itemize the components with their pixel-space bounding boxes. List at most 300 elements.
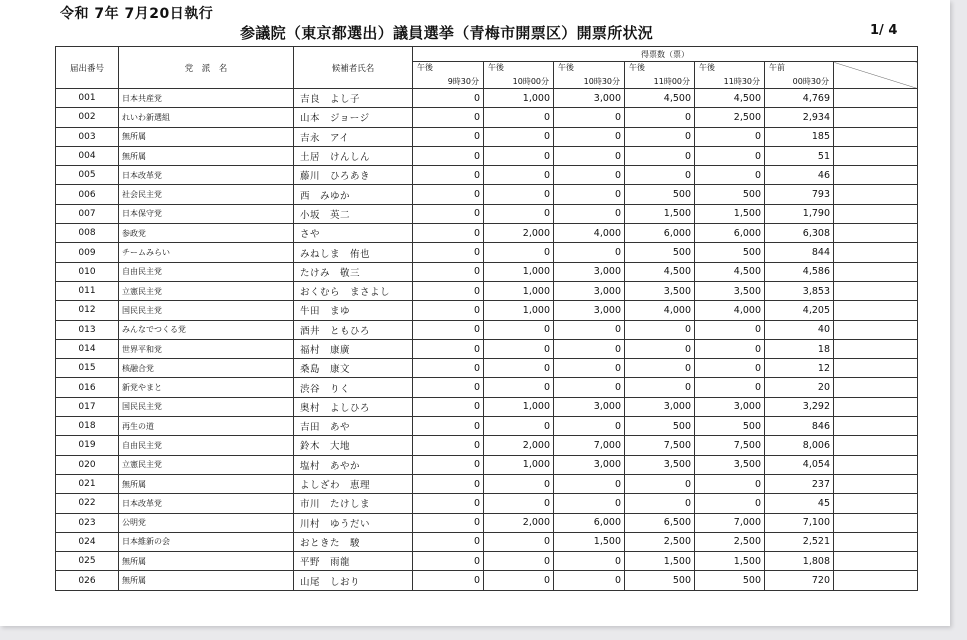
vote-count: 0	[413, 204, 484, 223]
candidate-name: 鈴木 大地	[294, 436, 413, 455]
vote-count: 7,500	[625, 436, 695, 455]
vote-count: 0	[554, 204, 625, 223]
vote-count: 7,000	[554, 436, 625, 455]
page-number: 1/ 4	[870, 23, 898, 38]
blank-cell	[834, 494, 918, 513]
party-name: 日本改革党	[119, 494, 294, 513]
document-title: 参議院（東京都選出）議員選挙（青梅市開票区）開票所状況	[240, 24, 654, 42]
filing-number: 024	[56, 532, 119, 551]
vote-count: 1,000	[484, 397, 554, 416]
vote-count: 3,853	[765, 281, 834, 300]
filing-number: 016	[56, 378, 119, 397]
table-row	[56, 339, 918, 358]
vote-count: 4,000	[695, 301, 765, 320]
time-header	[695, 62, 765, 89]
table-row	[56, 146, 918, 165]
party-name: 新党やまと	[119, 378, 294, 397]
vote-count: 185	[765, 127, 834, 146]
table-row	[56, 397, 918, 416]
vote-count: 0	[484, 571, 554, 590]
vote-count: 0	[413, 378, 484, 397]
filing-number: 010	[56, 262, 119, 281]
table-row	[56, 455, 918, 474]
party-name: 再生の道	[119, 417, 294, 436]
party-name: 日本改革党	[119, 166, 294, 185]
vote-count: 3,000	[695, 397, 765, 416]
table-row	[56, 108, 918, 127]
candidate-name: 川村 ゆうだい	[294, 513, 413, 532]
vote-count: 6,000	[695, 224, 765, 243]
vote-count: 2,500	[695, 532, 765, 551]
vote-count: 0	[695, 474, 765, 493]
vote-count: 0	[413, 571, 484, 590]
candidate-name: 平野 雨龍	[294, 552, 413, 571]
vote-count: 0	[484, 532, 554, 551]
vote-count: 0	[625, 339, 695, 358]
vote-count: 0	[695, 127, 765, 146]
vote-count: 0	[695, 320, 765, 339]
filing-number: 020	[56, 455, 119, 474]
blank-cell	[834, 417, 918, 436]
vote-count: 0	[484, 243, 554, 262]
vote-count: 0	[413, 185, 484, 204]
vote-count: 0	[554, 185, 625, 204]
vote-count: 500	[625, 571, 695, 590]
party-name: 国民民主党	[119, 397, 294, 416]
time-ampm: 午後	[699, 63, 715, 72]
vote-count: 0	[413, 224, 484, 243]
blank-cell	[834, 513, 918, 532]
party-name: 無所属	[119, 474, 294, 493]
time-value: 00時30分	[792, 77, 829, 86]
blank-cell	[834, 108, 918, 127]
vote-count: 0	[484, 108, 554, 127]
vote-count: 0	[625, 378, 695, 397]
filing-number: 019	[56, 436, 119, 455]
party-name: 社会民主党	[119, 185, 294, 204]
blank-cell	[834, 89, 918, 108]
filing-number: 026	[56, 571, 119, 590]
vote-count: 0	[695, 359, 765, 378]
time-header	[484, 62, 554, 89]
table-row	[56, 185, 918, 204]
vote-count: 4,000	[625, 301, 695, 320]
vote-count: 0	[413, 359, 484, 378]
vote-count: 0	[484, 494, 554, 513]
party-name: れいわ新選組	[119, 108, 294, 127]
filing-number: 001	[56, 89, 119, 108]
table-row	[56, 359, 918, 378]
vote-count: 7,100	[765, 513, 834, 532]
vote-count: 0	[625, 108, 695, 127]
candidate-name: 土居 けんしん	[294, 146, 413, 165]
table-row	[56, 571, 918, 590]
party-name: 立憲民主党	[119, 281, 294, 300]
filing-number: 025	[56, 552, 119, 571]
filing-number: 023	[56, 513, 119, 532]
table-row	[56, 127, 918, 146]
table-row	[56, 320, 918, 339]
vote-count: 1,500	[695, 204, 765, 223]
vote-count: 0	[484, 127, 554, 146]
vote-count: 0	[484, 474, 554, 493]
vote-count: 3,000	[554, 301, 625, 320]
blank-cell	[834, 262, 918, 281]
vote-count: 4,500	[695, 262, 765, 281]
vote-count: 1,000	[484, 89, 554, 108]
party-name: 日本保守党	[119, 204, 294, 223]
vote-count: 0	[413, 417, 484, 436]
party-name: みんなでつくる党	[119, 320, 294, 339]
time-value: 9時30分	[447, 77, 479, 86]
time-value: 11時30分	[723, 77, 760, 86]
time-value: 11時00分	[653, 77, 690, 86]
vote-count: 2,934	[765, 108, 834, 127]
vote-count: 2,500	[625, 532, 695, 551]
blank-cell	[834, 166, 918, 185]
vote-count: 0	[625, 320, 695, 339]
vote-count: 0	[695, 146, 765, 165]
party-name: 自由民主党	[119, 262, 294, 281]
vote-count: 8,006	[765, 436, 834, 455]
vote-count: 846	[765, 417, 834, 436]
vote-count: 20	[765, 378, 834, 397]
vote-count: 0	[554, 108, 625, 127]
party-name: 日本共産党	[119, 89, 294, 108]
table-row	[56, 262, 918, 281]
vote-count: 1,808	[765, 552, 834, 571]
table-row	[56, 494, 918, 513]
table-row	[56, 552, 918, 571]
vote-count: 500	[695, 185, 765, 204]
blank-cell	[834, 146, 918, 165]
vote-count: 3,000	[554, 89, 625, 108]
vote-count: 0	[554, 339, 625, 358]
vote-count: 0	[413, 455, 484, 474]
party-name: 自由民主党	[119, 436, 294, 455]
vote-count: 2,500	[695, 108, 765, 127]
vote-count-table	[55, 46, 918, 591]
vote-count: 2,000	[484, 513, 554, 532]
filing-number: 022	[56, 494, 119, 513]
vote-count: 0	[413, 127, 484, 146]
vote-count: 0	[625, 359, 695, 378]
candidate-name: 山尾 しおり	[294, 571, 413, 590]
candidate-name: 小坂 英二	[294, 204, 413, 223]
time-header	[765, 62, 834, 89]
vote-count: 500	[695, 571, 765, 590]
filing-number: 014	[56, 339, 119, 358]
vote-count: 0	[413, 339, 484, 358]
vote-count: 0	[484, 146, 554, 165]
party-name: 公明党	[119, 513, 294, 532]
vote-count: 500	[695, 417, 765, 436]
blank-cell	[834, 455, 918, 474]
vote-count: 0	[625, 474, 695, 493]
time-value: 10時30分	[583, 77, 620, 86]
vote-count: 500	[625, 185, 695, 204]
vote-count: 6,500	[625, 513, 695, 532]
vote-count: 0	[413, 474, 484, 493]
vote-count: 0	[695, 339, 765, 358]
candidate-name: 吉良 よし子	[294, 89, 413, 108]
vote-count: 0	[484, 204, 554, 223]
vote-count: 0	[484, 320, 554, 339]
party-name: チームみらい	[119, 243, 294, 262]
table-row	[56, 436, 918, 455]
table-row	[56, 204, 918, 223]
vote-count: 0	[413, 513, 484, 532]
vote-count: 0	[554, 359, 625, 378]
vote-count: 500	[625, 417, 695, 436]
vote-count: 3,000	[554, 281, 625, 300]
party-name: 国民民主党	[119, 301, 294, 320]
candidate-name: 桑島 康文	[294, 359, 413, 378]
candidate-name: おときた 駿	[294, 532, 413, 551]
vote-count: 0	[554, 166, 625, 185]
vote-count: 1,000	[484, 281, 554, 300]
vote-count: 3,500	[695, 281, 765, 300]
vote-count: 7,500	[695, 436, 765, 455]
party-name: 日本維新の会	[119, 532, 294, 551]
time-value: 10時00分	[512, 77, 549, 86]
blank-cell	[834, 301, 918, 320]
party-name: 無所属	[119, 571, 294, 590]
vote-count: 0	[695, 494, 765, 513]
header-party: 党 派 名	[119, 47, 294, 89]
filing-number: 004	[56, 146, 119, 165]
vote-count: 0	[554, 474, 625, 493]
blank-cell	[834, 532, 918, 551]
party-name: 核融合党	[119, 359, 294, 378]
vote-count: 720	[765, 571, 834, 590]
time-header	[554, 62, 625, 89]
header-votes: 得票数（票）	[413, 47, 918, 62]
candidate-name: さや	[294, 224, 413, 243]
blank-cell	[834, 243, 918, 262]
filing-number: 012	[56, 301, 119, 320]
vote-count: 0	[484, 552, 554, 571]
blank-cell	[834, 359, 918, 378]
blank-cell	[834, 397, 918, 416]
header-candidate: 候補者氏名	[294, 47, 413, 89]
time-ampm: 午後	[629, 63, 645, 72]
vote-count: 0	[413, 436, 484, 455]
vote-count: 4,205	[765, 301, 834, 320]
vote-count: 1,000	[484, 301, 554, 320]
vote-count: 0	[413, 494, 484, 513]
vote-count: 0	[484, 378, 554, 397]
vote-count: 18	[765, 339, 834, 358]
filing-number: 009	[56, 243, 119, 262]
vote-count: 0	[484, 359, 554, 378]
vote-count: 0	[413, 243, 484, 262]
blank-cell	[834, 185, 918, 204]
vote-count: 4,586	[765, 262, 834, 281]
candidate-name: みねしま 侑也	[294, 243, 413, 262]
table-row	[56, 243, 918, 262]
vote-count: 1,500	[625, 552, 695, 571]
candidate-name: 塩村 あやか	[294, 455, 413, 474]
candidate-name: 藤川 ひろあき	[294, 166, 413, 185]
vote-count: 1,000	[484, 455, 554, 474]
candidate-name: 奥村 よしひろ	[294, 397, 413, 416]
vote-count: 0	[625, 146, 695, 165]
vote-count: 1,790	[765, 204, 834, 223]
header-number: 届出番号	[56, 47, 119, 89]
blank-cell	[834, 281, 918, 300]
candidate-name: 福村 康廣	[294, 339, 413, 358]
filing-number: 018	[56, 417, 119, 436]
vote-count: 0	[625, 127, 695, 146]
vote-count: 0	[413, 146, 484, 165]
party-name: 無所属	[119, 552, 294, 571]
vote-count: 1,500	[695, 552, 765, 571]
vote-count: 0	[413, 320, 484, 339]
table-row	[56, 532, 918, 551]
party-name: 立憲民主党	[119, 455, 294, 474]
vote-count: 2,521	[765, 532, 834, 551]
blank-cell	[834, 474, 918, 493]
vote-count: 4,769	[765, 89, 834, 108]
candidate-name: 牛田 まゆ	[294, 301, 413, 320]
party-name: 参政党	[119, 224, 294, 243]
vote-count: 4,500	[625, 89, 695, 108]
time-ampm: 午後	[488, 63, 504, 72]
time-header	[413, 62, 484, 89]
vote-count: 0	[554, 552, 625, 571]
tally-body	[56, 89, 918, 591]
candidate-name: 酒井 ともひろ	[294, 320, 413, 339]
vote-count: 0	[413, 552, 484, 571]
vote-count: 0	[413, 281, 484, 300]
table-row	[56, 166, 918, 185]
vote-count: 51	[765, 146, 834, 165]
vote-count: 0	[413, 532, 484, 551]
filing-number: 002	[56, 108, 119, 127]
vote-count: 4,000	[554, 224, 625, 243]
vote-count: 6,308	[765, 224, 834, 243]
vote-count: 4,500	[625, 262, 695, 281]
vote-count: 3,000	[554, 262, 625, 281]
candidate-name: 西 みゆか	[294, 185, 413, 204]
filing-number: 011	[56, 281, 119, 300]
filing-number: 006	[56, 185, 119, 204]
vote-count: 0	[413, 166, 484, 185]
vote-count: 0	[554, 378, 625, 397]
candidate-name: 山本 ジョージ	[294, 108, 413, 127]
candidate-name: 吉永 アイ	[294, 127, 413, 146]
vote-count: 12	[765, 359, 834, 378]
party-name: 無所属	[119, 127, 294, 146]
table-row	[56, 224, 918, 243]
party-name: 無所属	[119, 146, 294, 165]
blank-cell	[834, 320, 918, 339]
blank-header-cell	[834, 62, 918, 89]
vote-count: 0	[554, 320, 625, 339]
election-date: 令和 7年 7月20日執行	[60, 6, 214, 22]
filing-number: 008	[56, 224, 119, 243]
vote-count: 4,054	[765, 455, 834, 474]
vote-count: 0	[554, 571, 625, 590]
filing-number: 021	[56, 474, 119, 493]
filing-number: 003	[56, 127, 119, 146]
vote-count: 1,500	[625, 204, 695, 223]
candidate-name: たけみ 敬三	[294, 262, 413, 281]
filing-number: 007	[56, 204, 119, 223]
vote-count: 0	[625, 166, 695, 185]
vote-count: 3,292	[765, 397, 834, 416]
candidate-name: 市川 たけしま	[294, 494, 413, 513]
vote-count: 3,000	[625, 397, 695, 416]
table-row	[56, 281, 918, 300]
table-row	[56, 378, 918, 397]
vote-count: 3,500	[625, 281, 695, 300]
vote-count: 2,000	[484, 224, 554, 243]
vote-count: 793	[765, 185, 834, 204]
party-name: 世界平和党	[119, 339, 294, 358]
blank-cell	[834, 436, 918, 455]
vote-count: 45	[765, 494, 834, 513]
vote-count: 3,000	[554, 397, 625, 416]
vote-count: 1,000	[484, 262, 554, 281]
blank-cell	[834, 378, 918, 397]
blank-cell	[834, 571, 918, 590]
vote-count: 0	[554, 243, 625, 262]
vote-count: 7,000	[695, 513, 765, 532]
blank-cell	[834, 552, 918, 571]
table-row	[56, 301, 918, 320]
vote-count: 0	[554, 146, 625, 165]
vote-count: 1,500	[554, 532, 625, 551]
vote-count: 0	[554, 127, 625, 146]
vote-count: 0	[484, 417, 554, 436]
vote-count: 0	[413, 108, 484, 127]
candidate-name: よしざわ 恵理	[294, 474, 413, 493]
vote-count: 2,000	[484, 436, 554, 455]
table-row	[56, 474, 918, 493]
vote-count: 6,000	[554, 513, 625, 532]
vote-count: 0	[695, 378, 765, 397]
vote-count: 844	[765, 243, 834, 262]
vote-count: 0	[625, 494, 695, 513]
table-row	[56, 89, 918, 108]
table-row	[56, 513, 918, 532]
vote-count: 500	[625, 243, 695, 262]
table-row	[56, 417, 918, 436]
candidate-name: 渋谷 りく	[294, 378, 413, 397]
vote-count: 0	[484, 339, 554, 358]
vote-count: 500	[695, 243, 765, 262]
vote-count: 0	[413, 262, 484, 281]
vote-count: 3,500	[695, 455, 765, 474]
vote-count: 0	[413, 89, 484, 108]
vote-count: 3,000	[554, 455, 625, 474]
vote-count: 0	[413, 397, 484, 416]
filing-number: 005	[56, 166, 119, 185]
vote-count: 40	[765, 320, 834, 339]
vote-count: 46	[765, 166, 834, 185]
vote-count: 0	[413, 301, 484, 320]
vote-count: 237	[765, 474, 834, 493]
vote-count: 0	[554, 494, 625, 513]
filing-number: 015	[56, 359, 119, 378]
vote-count: 0	[554, 417, 625, 436]
vote-count: 4,500	[695, 89, 765, 108]
blank-cell	[834, 224, 918, 243]
time-ampm: 午前	[769, 63, 785, 72]
filing-number: 017	[56, 397, 119, 416]
